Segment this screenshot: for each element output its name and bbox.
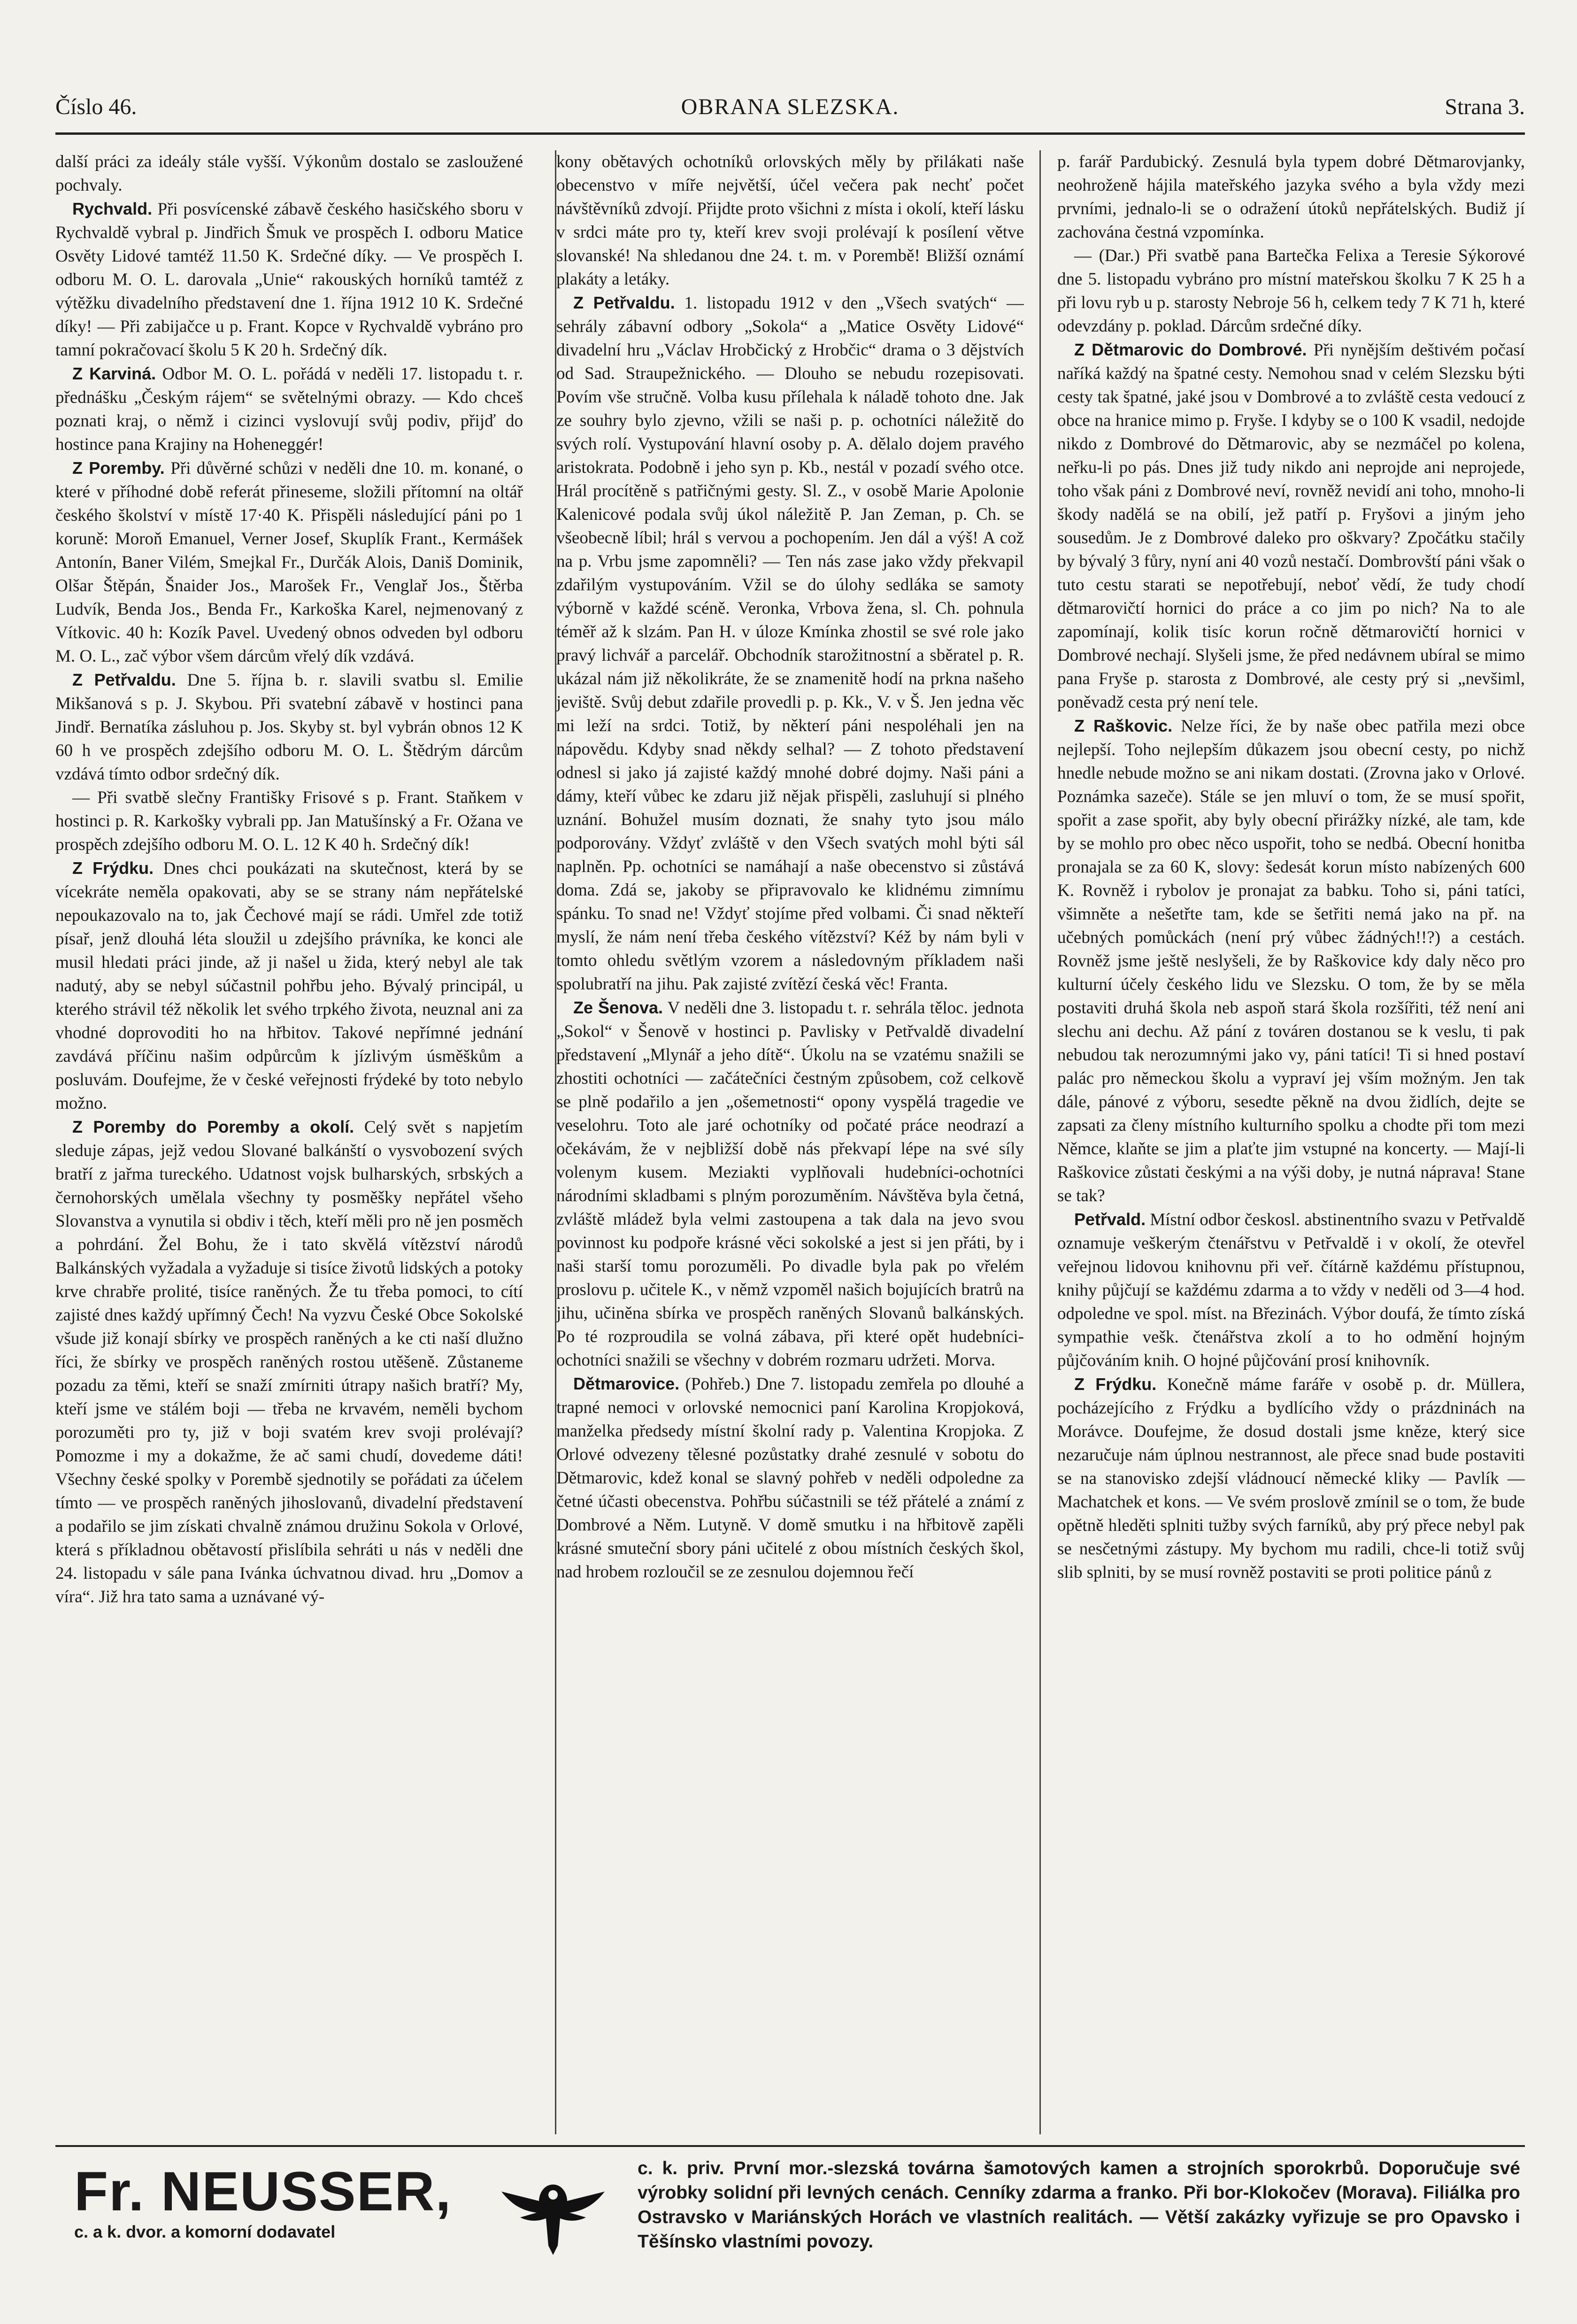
article-heading: Rychvald. xyxy=(72,199,153,218)
ad-brand-block xyxy=(74,2161,487,2242)
article-heading: Z Frýdku. xyxy=(1074,1374,1157,1394)
article-text: Při důvěrné schůzi v neděli dne 10. m. konané, o které v příhodné době referát přineseme, složili přítomní na oltář českého školství v místě 17·40 K. Přispěli následující páni po 1 koruně: Moroň Emanuel, Verner Josef, Skuplík Frant., Kermášek Antonín, Baner Vilém, Smejkal Fr., Durčák Alois, Daniš Dominik, Olšar Štěpán, Šnaider Jos., Marošek Fr., Venglař Jos., Štěrba Ludvík, Benda Jos., Benda Fr., Karkoška Karel, nejmenovaný z Vítkovic. 40 h: Kozík Pavel. Uvedený obnos odveden byl odboru M. O. L., zač výbor všem dárcům vřelý dík vzdává. xyxy=(55,459,523,666)
article-text: Při nynějším deštivém počasí naříká každý na špatné cesty. Nemohou snad v celém Slezsku býti cesty tak špatné, jaké jsou v Dombrové a to zvláště cesta vedoucí z obce na hranice mimo p. Fryše. I kdyby se o 100 K vsadil, nedojde nikdo z Dombrové do Dětmarovic, aby se nezmáčel po kolena, neřku-li po pás. Dnes již tudy nikdo ani neprojde ani neprojede, toho však páni z Dombrové neví, rovněž nevidí ani toho, mnoho-li škody nadělá se na obilí, jež patří p. Fryšovi a jiným jeho sousedům. Je z Dombrové daleko pro oškvary? Zpočátku stačily by bývalý 3 fůry, nyní ani 40 vozů nestačí. Dombrovští páni však o tuto cestu starati se nepotřebují, neboť vědí, že tudy chodí dětmarovičtí hornici do práce a co jim po nich? Na to ale zapomínají, kolik tisíc korun ročně dětmarovičtí hornici v Dombrové nechají. Slyšeli jsme, že před nedávnem ubíral se mimo pana Fryše p. starosta z Dombrové, ale cesty prý si „nevšiml, poněvadž cesta prý není tele. xyxy=(1057,340,1525,712)
article-text: Dnes chci poukázati na skutečnost, která by se vícekráte neměla opakovati, aby se se strany nám nepřátelské nepoukazovalo na to, jak Čechové mají se rádi. Umřel zde totiž písař, jenž dlouhá léta sloužil u zdejšího právníka, ke konci ale musil hledati práci jinde, až ji našel u žida, který nebyl ale tak nadutý, aby se nebyl súčastnil pohřbu jeho. Bývalý principál, u kterého strávil též několik let svého trpkého života, neuznal ani za vhodné doprovoditi ho na hřbitov. Takové nepřímné jednání zavdává příčinu našim odpůrcům k jízlivým úsměškům a posluvám. Doufejme, že v české veřejnosti frýdeké by toto nebylo možno. xyxy=(55,859,523,1113)
article-paragraph xyxy=(1057,714,1525,1208)
article-text: — Při svatbě slečny Františky Frisové s p. Frant. Staňkem v hostinci p. R. Karkošky vybrali pp. Jan Matušínský a Fr. Ožana ve prospěch zdejšího odboru M. O. L. 12 K 40 h. Srdečný dík! xyxy=(55,788,523,854)
article-text: 1. listopadu 1912 v den „Všech svatých“ — sehrály zábavní odbory „Sokola“ a „Matice Osvěty Lidové“ divadelní hru „Václav Hrobčický z Hrobčic“ drama o 3 dějstvích od Sad. Straupežnického. — Dlouho se nebudu rozepisovati. Povím vše stručně. Volba kusu přílehala k náladě tohoto dne. Jak ze souhry bylo zjevno, vžili se naši p. p. ochotníci náležitě do svých rolí. Vystupování hlavní osoby p. A. dělalo dojem pravého aristokrata. Podobně i jeho syn p. Kb., nestál v pozadí svého otce. Hrál procítěně s patřičnými gesty. Sl. Z., v osobě Marie Apolonie Kalenicové podala svůj úkol náležitě P. Jan Zeman, p. Ch. se všeobecně líbil; hrál s vervou a pochopením. Jen dál a výš! A což na p. Vrbu jsme zapomněli? — Ten nás zase jako vždy překvapil zdařilým vystupováním. Vžil se do úlohy sedláka se samoty výborně v každé scéně. Veronka, Vrbova žena, sl. Ch. pohnula téměř až k slzám. Pan H. v úloze Kmínka zhostil se své role jako pravý lichvář a parcelář. Obchodník starožitnostní a sběratel p. R. ukázal nám již několikráte, že se znamenitě hodí na prkna našeho jeviště. Svůj debut zdařile provedli p. p. Kk., V. v Š. Jen jedna věc mi leží na srdci. Totiž, by některí páni nespoléhali jen na nápovědu. Kdyby snad někdy selhal? — Z tohoto představení odnesl si jako já zajisté každý mnohé dobré dojmy. Naši páni a dámy, kteří vůbec ke zdaru již nějak přispěli, zasluhují si plného uznání. Bohužel musím doznati, že snahy tyto jsou málo podporovány. Vždyť zvláště v den Všech svatých mohl býti sál naplněn. Pp. ochotníci se namáhají a naše obecenstvo si zůstává doma. Zdá se, jakoby se připravovalo ke klidnému zimnímu spánku. To snad ne! Vždyť stojíme před volbami. Či snad někteří myslí, že nám není třeba českého vítězství? Kéž by nám byli v tomto ohledu světlým vzorem a následovným příkladem naši spolubratří na jihu. Pak zajisté zvítězí česká věc! Franta. xyxy=(556,293,1024,994)
article-paragraph xyxy=(55,150,523,197)
article-paragraph xyxy=(55,857,523,1115)
newspaper-page xyxy=(55,70,1525,2296)
ad-brand-subtitle: c. a k. dvor. a komorní dodavatel xyxy=(74,2222,336,2241)
article-paragraph xyxy=(556,1372,1024,1584)
article-paragraph xyxy=(55,362,523,456)
column-3 xyxy=(1057,150,1525,2134)
article-paragraph xyxy=(1057,1373,1525,1584)
article-paragraph xyxy=(1057,150,1525,244)
article-paragraph xyxy=(1057,1208,1525,1373)
article-heading: Z Frýdku. xyxy=(72,858,154,878)
article-text: (Pohřeb.) Dne 7. listopadu zemřela po dlouhé a trapné nemoci v orlovské nemocnici paní Karolina Kropjoková, manželka předsedy místní školní rady p. Valentina Kropjoka. Z Orlové odvezeny tělesné pozůstatky drahé zesnulé v sobotu do Dětmarovic, kdež konal se slavný pohřeb v neděli odpoledne za četné účasti obecenstva. Pohřbu súčastnili se též přátelé a známí z Dombrové a Něm. Lutyně. V domě smutku i na hřbitově zapěli krásné smuteční sbory páni učitelé z obou místních českých škol, nad hrobem rozloučil se ze zesnulou dojemnou řečí xyxy=(556,1374,1024,1582)
article-paragraph xyxy=(55,786,523,857)
newspaper-title: OBRANA SLEZSKA. xyxy=(681,94,900,119)
article-paragraph xyxy=(556,291,1024,996)
article-text: p. farář Pardubický. Zesnulá byla typem dobré Dětmarovjanky, neohroženě hájila mateřského jazyka svého a byla vždy mezi prvními, jednalo-li se o odražení útoků nepřátelských. Budiž jí zachována čestná vzpomínka. xyxy=(1057,152,1525,242)
eagle-emblem-icon xyxy=(492,2166,614,2260)
article-text: Dne 5. října b. r. slavili svatbu sl. Emilie Mikšanová s p. J. Skybou. Při svatební zábavě v hostinci pana Jindř. Bernatíka zásluhou p. Jos. Skyby st. byl vybrán obnos 12 K 60 h ve prospěch zdejšího odboru M. O. L. Štědrým dárcům vzdává tímto odbor srdečný dík. xyxy=(55,671,523,784)
header-rule xyxy=(55,132,1525,135)
article-text: Celý svět s napjetím sleduje zápas, jejž vedou Slované balkánští o vysvobození svých bratří z jařma tureckého. Udatnost vojsk bulharských, srbských a černohorských umělala všechny ty posměšky nepřátel všeho Slovanstva a vynutila si obdiv i těch, kteří měli pro ně jen posměch a pohrdání. Žel Bohu, že i tato skvělá vítězství národů Balkánských vyžadala a vyžaduje si tisíce životů lidských a potoky krve chrabře prolité, tisíce raněných. Že tu třeba pomoci, to cítí zajisté dnes každý upřímný Čech! Na vyzvu České Obce Sokolské všude již konají sbírky ve prospěch raněných a ke cti naší dlužno říci, že sbírky ve prospěch raněných rostou utěšeně. Zůstaneme pozadu za těmi, kteří se snaží zmírniti útrapy našich bratří? My, kteří jsme ve stálém boji — třeba ne krvavém, neměli bychom porozuměti pro ty, již v boji svatém krev svoji prolévají? Pomozme i my a dokažme, že ač sami chudí, dovedeme dáti! Všechny české spolky v Porembě sjednotily se pořádati za účelem tímto — ve prospěch raněných jihoslovanů, divadelní představení a podařilo se jim získati chvalně známou družinu Sokola v Orlové, která s příkladnou obětavostí přislíbila sehráti u nás v neděli dne 24. listopadu v sále pana Ivánka úchvatnou divad. hru „Domov a víra“. Již hra tato sama a uznávané vý- xyxy=(55,1118,523,1606)
article-text: Místní odbor českosl. abstinentního svazu v Petřvaldě oznamuje veškerým čtenářstvu v Petřvaldě i v okolí, že otevřel veřejnou lidovou knihovnu při veř. čítárně každému přístupnou, knihy půjčují se každému zdarma a to vždy v neděli od 3—4 hod. odpoledne ve spol. míst. na Březinách. Výbor doufá, že tímto získá sympathie vešk. čtenářstva zkolí a to ho odmění hojným půjčováním knih. O hojné půjčování prosí knihovník. xyxy=(1057,1210,1525,1370)
article-heading: Z Raškovic. xyxy=(1074,716,1173,735)
article-text: Při posvícenské zábavě českého hasičského sboru v Rychvaldě vybral p. Jindřich Šmuk ve prospěch I. odboru Matice Osvěty Lidové tamtéž 11.50 K. Srdečné díky. — Ve prospěch I. odboru M. O. L. darovala „Unie“ rakouských horníků tamtéž z výtěžku divadelního představení dne 1. října 1912 10 K. Srdečné díky! — Při zabijačce u p. Frant. Kopce v Rychvaldě vybráno pro tamní pokračovací školu 5 K 20 h. Srdečný dík. xyxy=(55,200,523,360)
article-paragraph xyxy=(556,150,1024,291)
article-text: kony obětavých ochotníků orlovských měly by přilákati naše obecenstvo v míře největší, účel večera pak nechť počet návštěvníků zdvojí. Přijdte proto všichni z místa i okolí, kteří lásku v srdci máte pro ty, kteří krev svoji prolévají k posílení větve slovanské! Na shledanou dne 24. t. m. v Porembě! Bližší oznámí plakáty a letáky. xyxy=(556,152,1024,289)
article-text: Nelze říci, že by naše obec patřila mezi obce nejlepší. Toho nejlepším důkazem jsou obecní cesty, po nichž hnedle nebude možno se ani nikam dostati. (Zrovna jako v Orlové. Poznámka sazeče). Stále se jen mluví o tom, že se musí spořit, spořit a zase spořit, aby byly obecní přirážky nízké, ale tam, kde by se mohlo pro obec něco uspořit, toho se nedbá. Obecní honitba pronajala se za 60 K, slovy: šedesát korun místo nabízených 600 K. Rovněž i rybolov je pronajat za babku. Toho si, páni tatíci, všimněte a nešetřte tam, kde se šetřiti nemá jako na př. na učebných pomůckách (není prý vůbec žádných!!?) a cestách. Rovněž jsme ještě neslyšeli, že by Raškovice kdy daly něco pro kulturní účely českého lidu ve Slezsku. O tom, že by se měla postaviti druhá škola neb aspoň stará škola rozšířiti, též není ani slechu ani dechu. Až pání z továren dostanou se k veslu, ti pak nebudou tak nerozumnými jako vy, páni tatíci! Ti si hned postaví palác pro německou školu a vypraví jej vším možným. Jen tak dále, pánové z výboru, sesedte pěkně na dvou židlích, dejte se zapsati za členy místního kulturního spolku a chodte při tom mezi Němce, klaňte se jim a plaťte jim vstupné na koncerty. — Mají-li Raškovice zůstati českými a na výši doby, je nutná náprava! Stane se tak? xyxy=(1057,717,1525,1205)
article-heading: Z Karviná. xyxy=(72,364,156,383)
article-text: — (Dar.) Při svatbě pana Bartečka Felixa a Teresie Sýkorové dne 5. listopadu vybráno pro místní mateřskou školku 7 K 25 h a při lovu ryb u p. starosty Nebroje 56 h, celkem tedy 7 K 71 h, které odevzdány p. poklad. Dárcům srdečné díky. xyxy=(1057,246,1525,336)
article-heading: Z Dětmarovic do Dombrové. xyxy=(1074,340,1307,359)
article-paragraph xyxy=(55,456,523,668)
article-text: V neděli dne 3. listopadu t. r. sehrála těloc. jednota „Sokol“ v Šenově v hostinci p. Pavlisky v Petřvaldě divadelní představení „Mlynář a jeho dítě“. Úkolu na se vzatému snažili se zhostiti ochotníci — začátečníci čestným způsobem, což celkově se plně podařilo a jen „ošemetnosti“ opony vyspělá tragedie ve veselohru. Toto ale jaré ochotníky od počaté práce neodrazí a očekávám, že v nejbližší době nás překvapí lépe na své síly volenym kusem. Meziakti vyplňovali hudebníci-ochotníci národními skladbami s plným porozuměním. Návštěva byla četná, zvláště mládež byla velmi zastoupena a tak dala na jevo svou povinnost ku podpoře krásné věci sokolské a jest si jen přáti, by i naši starší tomu porozuměli. Po divadle byla pak po vřelém proslovu p. učitele K., v němž vzpoměl našich bojujících bratrů na jihu, učiněna sbírka ve prospěch raněných Slovanů balkánských. Po té rozproudila se volná zábava, při které opět hudebníci-ochotníci snažili se všechny v dobrém rozmaru udržeti. Morva. xyxy=(556,998,1024,1370)
advertisement xyxy=(55,2145,1525,2288)
article-heading: Z Poremby. xyxy=(72,458,165,478)
ad-text: c. k. priv. První mor.-slezská továrna šamotových kamen a strojních sporokrbů. Doporučuje své výrobky solidní při levných cenách. Cenníky zdarma a franko. Při bor-Klokočev (Morava). Filiálka pro Ostravsko v Mariánských Horách ve vlastních realitách. — Větší zakázky vyřizuje se pro Opavsko i Těšínsko vlastními povozy. xyxy=(638,2158,1520,2252)
article-heading: Ze Šenova. xyxy=(573,998,663,1017)
article-heading: Z Petřvaldu. xyxy=(72,670,176,689)
article-text: Odbor M. O. L. pořádá v neděli 17. listopadu t. r. přednášku „Českým rájem“ se světelnými obrazy. — Kdo chceš poznati kraj, o němž i cizinci vyslovují svůj podiv, přijď do hostince pana Krajiny na Hoheneggér! xyxy=(55,364,523,454)
article-heading: Z Petřvaldu. xyxy=(573,293,675,312)
article-columns xyxy=(55,150,1525,2134)
column-1 xyxy=(55,150,523,2134)
issue-number: Číslo 46. xyxy=(55,94,137,119)
article-heading: Z Poremby do Poremby a okolí. xyxy=(72,1117,354,1136)
article-paragraph xyxy=(55,197,523,362)
article-paragraph xyxy=(1057,338,1525,714)
page-number: Strana 3. xyxy=(1445,94,1525,119)
article-heading: Petřvald. xyxy=(1074,1210,1146,1229)
article-text: další práci za ideály stále vyšší. Výkonům dostalo se zasloužené pochvaly. xyxy=(55,152,523,195)
ad-brand-name: Fr. NEUSSER, xyxy=(74,2161,452,2223)
article-text: Konečně máme faráře v osobě p. dr. Müllera, pocházejícího z Frýdku a bydlícího vždy o prázdninách na Morávce. Doufejme, že dosud dostali jsme kněze, který sice nezaručuje nám úplnou nestrannost, ale přece snad bude postaviti se na stanovisko zdejší vládnoucí německé kliky — Pavlík — Machatchek et kons. — Ve svém proslově zmínil se o tom, že bude opětně hleděti splniti tužby svých farníků, aby prý přece nebyl pak se nesčetnými zástupy. My bychom mu radili, chce-li totiž svůj slib splniti, by se musí rovněž postaviti se proti politice pánů z xyxy=(1057,1375,1525,1582)
column-2 xyxy=(556,150,1024,2134)
article-paragraph xyxy=(55,1115,523,1609)
article-heading: Dětmarovice. xyxy=(573,1374,680,1393)
article-paragraph xyxy=(55,668,523,786)
article-paragraph xyxy=(1057,244,1525,338)
page-header xyxy=(55,94,1525,127)
article-paragraph xyxy=(556,996,1024,1372)
